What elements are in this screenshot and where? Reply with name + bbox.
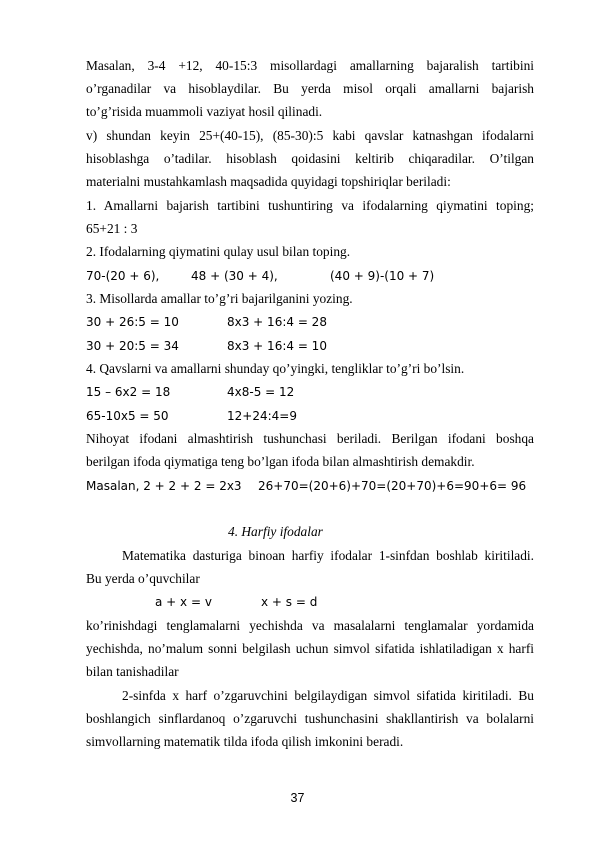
text-line: v) shundan keyin 25+(40-15), (85-30):5 kabi qavslar katnashgan ifodalarni [86,128,534,143]
expression-row [86,266,534,286]
text-line: 2. Ifodalarning qiymatini qulay usul bilan toping. [86,244,351,259]
text-line: bilan tanishadilar [86,664,179,679]
text-line: 65+21 : 3 [86,221,138,236]
text-line: to’g’risida muammoli vaziyat hosil qilinadi. [86,104,323,119]
text-line: Bu yerda o’quvchilar [86,571,200,586]
text-line: 1. Amallarni bajarish tartibini tushuntiring va ifodalarning qiymatini toping; [86,198,534,213]
text-line: yechishda, no’malum sonni belgilash uchun simvol sifatida ishlatiladigan x harfi [86,641,534,656]
expression-row [86,312,534,332]
text-line: simvollarning matematik tilda ifoda qilish imkonini beradi. [86,734,404,749]
expression: 26+70=(20+6)+70=(20+70)+6=90+6= 96 [258,479,527,493]
section-heading: 4. Harfiy ifodalar [228,524,323,539]
expression: (40 + 9)-(10 + 7) [330,269,435,283]
expression-row [86,476,534,496]
expression: 8x3 + 16:4 = 28 [227,315,327,329]
expression: 8x3 + 16:4 = 10 [227,339,327,353]
text-line: materialni mustahkamlash maqsadida quyidagi topshiriqlar beriladi: [86,174,451,189]
expression: Masalan, 2 + 2 + 2 = 2x3 [86,479,242,493]
text-line: 4. Qavslarni va amallarni shunday qo’yingki, tengliklar to’g’ri bo’lsin. [86,361,465,376]
expression: 30 + 26:5 = 10 [86,315,179,329]
text-line: berilgan ifoda qiymatiga teng bo’lgan ifoda bilan almashtirish demakdir. [86,454,475,469]
text-line: ko’rinishdagi tenglamalarni yechishda va masalalarni tenglamalar yordamida [86,618,534,633]
text-line: 2-sinfda x harf o’zgaruvchini belgilaydigan simvol sifatida kiritiladi. Bu [122,688,534,703]
expression: 15 – 6x2 = 18 [86,385,171,399]
text-line: Matematika dasturiga binoan harfiy ifodalar 1-sinfdan boshlab kiritiladi. [122,548,534,563]
expression: 70-(20 + 6), [86,269,160,283]
expression: 12+24:4=9 [227,409,297,423]
text-line: Masalan, 3-4 +12, 40-15:3 misollardagi amallarning bajaralish tartibini [86,58,534,73]
text-line: hisoblashga o’tadilar. hisoblash qoidasini keltirib chiqaradilar. O’tilgan [86,151,534,166]
expression: 65-10x5 = 50 [86,409,169,423]
text-line: o’rganadilar va hisoblaydilar. Bu yerda misol orqali amallarni bajarish [86,81,534,96]
equation: a + x = v [155,595,212,609]
text-line: Nihoyat ifodani almashtirish tushunchasi beriladi. Berilgan ifodani boshqa [86,431,534,446]
expression: 4x8-5 = 12 [227,385,295,399]
expression-row [86,406,534,426]
equation: x + s = d [261,595,318,609]
equation-row [86,592,534,612]
text-line: boshlangich sinflardanoq o’zgaruvchi tushunchasini shakllantirish va bolalarni [86,711,534,726]
text-line: 3. Misollarda amallar to’g’ri bajarilganini yozing. [86,291,353,306]
expression: 48 + (30 + 4), [191,269,278,283]
page-number: 37 [290,791,305,805]
expression-row [86,336,534,356]
expression-row [86,382,534,402]
expression: 30 + 20:5 = 34 [86,339,179,353]
